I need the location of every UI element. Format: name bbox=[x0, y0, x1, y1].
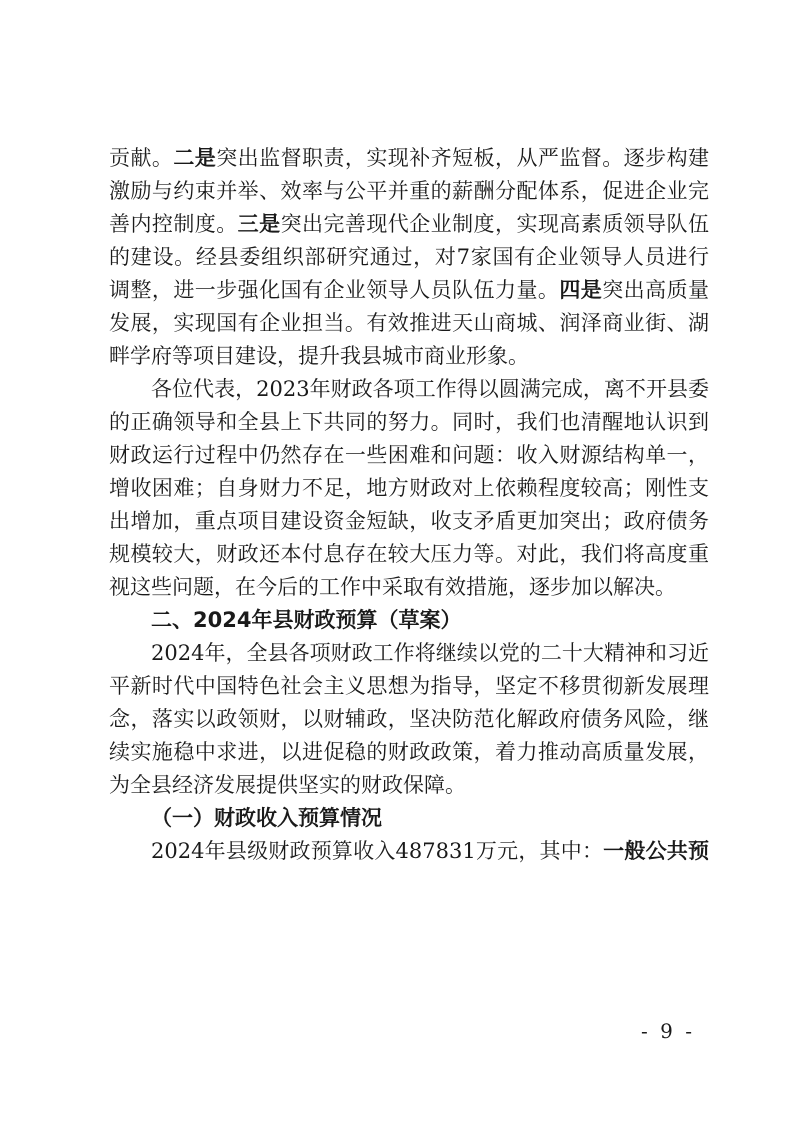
text-line: 各位代表，2023年财政各项工作得以圆满完成，离不开县委 bbox=[151, 377, 709, 401]
text-run: 2024年县级财政预算收入487831万元，其中： bbox=[151, 839, 604, 863]
text-line: 视这些问题，在今后的工作中采取有效措施，逐步加以解决。 bbox=[109, 575, 676, 599]
text-line: 平新时代中国特色社会主义思想为指导，坚定不移贯彻新发展理 bbox=[109, 674, 709, 698]
section-heading: 二、2024年县财政预算（草案） bbox=[151, 608, 462, 632]
text-line: 增收困难；自身财力不足，地方财政对上依赖程度较高；刚性支 bbox=[109, 476, 709, 500]
text-line: 的正确领导和全县上下共同的努力。同时，我们也清醒地认识到 bbox=[109, 410, 709, 434]
text-line: 激励与约束并举、效率与公平并重的薪酬分配体系，促进企业完 bbox=[109, 179, 709, 203]
text-run: 善内控制度。 bbox=[109, 212, 238, 236]
text-line: 畔学府等项目建设，提升我县城市商业形象。 bbox=[109, 344, 529, 368]
text-line: 出增加，重点项目建设资金短缺，收支矛盾更加突出；政府债务 bbox=[109, 509, 709, 533]
emphasis-label: 二是 bbox=[173, 146, 217, 170]
emphasis-label: 三是 bbox=[237, 212, 281, 236]
text-line: 续实施稳中求进，以进促稳的财政政策，着力推动高质量发展， bbox=[109, 740, 709, 764]
text-line: 的建设。经县委组织部研究通过，对7家国有企业领导人员进行 bbox=[109, 245, 709, 269]
text-line: 发展，实现国有企业担当。有效推进天山商城、润泽商业街、湖 bbox=[109, 311, 709, 335]
emphasis-label: 一般公共预 bbox=[603, 839, 710, 863]
text-run: 贡献。 bbox=[109, 146, 174, 170]
page-number: - 9 - bbox=[641, 1019, 695, 1043]
text-line: 念，落实以政领财，以财辅政，坚决防范化解政府债务风险，继 bbox=[109, 707, 709, 731]
text-line: 2024年，全县各项财政工作将继续以党的二十大精神和习近 bbox=[151, 641, 709, 665]
text-line: 财政运行过程中仍然存在一些困难和问题：收入财源结构单一， bbox=[109, 443, 709, 467]
text-line: 为全县经济发展提供坚实的财政保障。 bbox=[109, 773, 466, 797]
text-run: 突出高质量 bbox=[602, 278, 710, 302]
subsection-heading: （一）财政收入预算情况 bbox=[151, 806, 382, 830]
text-run: 调整，进一步强化国有企业领导人员队伍力量。 bbox=[109, 278, 560, 302]
text-line bbox=[109, 142, 709, 175]
text-line bbox=[109, 274, 709, 307]
text-run: 突出完善现代企业制度，实现高素质领导队伍 bbox=[280, 212, 710, 236]
text-run: 突出监督职责，实现补齐短板，从严监督。逐步构建 bbox=[216, 146, 710, 170]
text-line bbox=[109, 835, 709, 868]
emphasis-label: 四是 bbox=[559, 278, 603, 302]
body-text bbox=[109, 142, 709, 868]
text-line bbox=[109, 208, 709, 241]
text-line: 规模较大，财政还本付息存在较大压力等。对此，我们将高度重 bbox=[109, 542, 709, 566]
